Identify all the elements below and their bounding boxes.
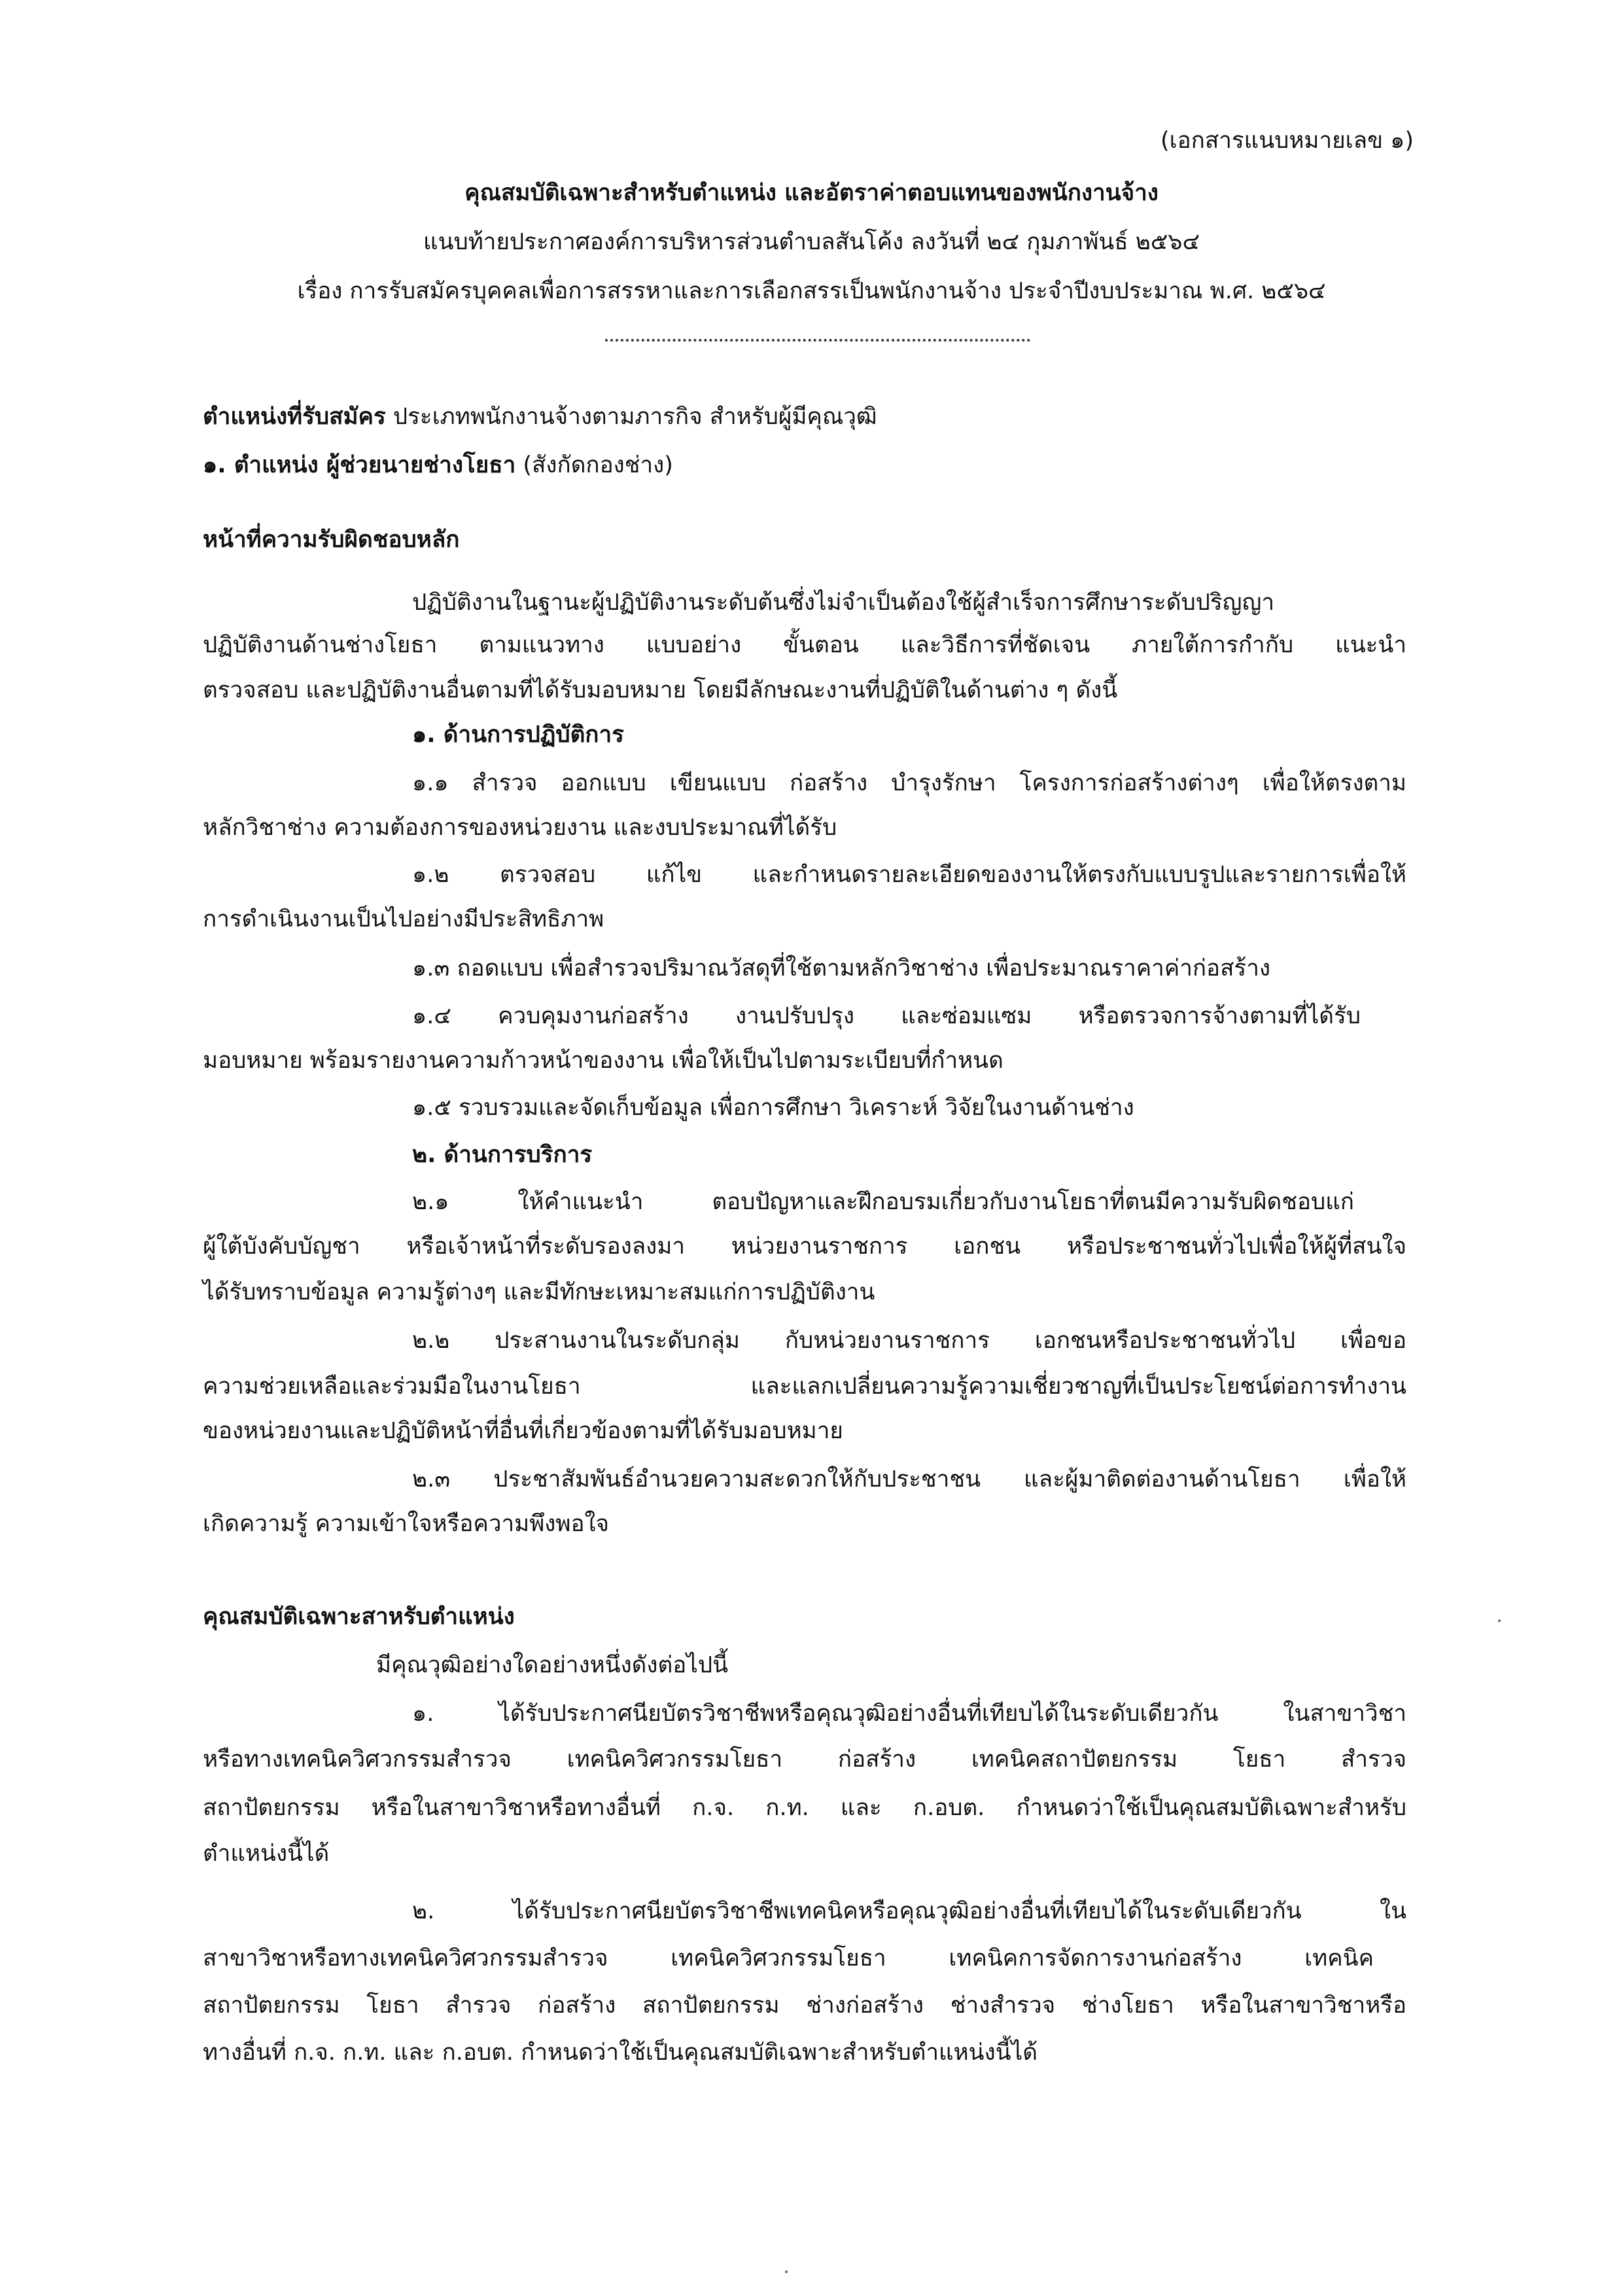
duty-item-1-4: ๑.๔ ควบคุมงานก่อสร้าง งานปรับปรุง และซ่อมแซม หรือตรวจการจ้างตามที่ได้รับ <box>412 1003 1361 1029</box>
position-category <box>203 400 877 433</box>
qualifications-heading: คุณสมบัติเฉพาะสาหรับตำแหน่ง <box>203 1604 515 1630</box>
qualification-item-1: ๑. ได้รับประกาศนียบัตรวิชาชีพหรือคุณวุฒิอย่างอื่นที่เทียบได้ในระดับเดียวกัน ในสาขาวิชา <box>412 1701 1406 1727</box>
duty-item-2-1: ๒.๑ ให้คำแนะนำ ตอบปัญหาและฝึกอบรมเกี่ยวกับงานโยธาที่ตนมีความรับผิดชอบแก่ <box>412 1189 1354 1215</box>
duties-intro-line: ปฏิบัติงานในฐานะผู้ปฏิบัติงานระดับต้นซึ่งไม่จำเป็นต้องใช้ผู้สำเร็จการศึกษาระดับปริญญา <box>412 590 1274 616</box>
document-title: คุณสมบัติเฉพาะสำหรับตำแหน่ง และอัตราค่าตอบแทนของพนักงานจ้าง <box>464 180 1159 206</box>
qualifications-intro: มีคุณวุฒิอย่างใดอย่างหนึ่งดังต่อไปนี้ <box>376 1652 728 1678</box>
position-department: (สังกัดกองช่าง) <box>523 452 673 478</box>
area-1-title: ๑. ด้านการปฏิบัติการ <box>412 722 624 748</box>
duty-item-1-1: ๑.๑ สำรวจ ออกแบบ เขียนแบบ ก่อสร้าง บำรุงรักษา โครงการก่อสร้างต่างๆ เพื่อให้ตรงตาม <box>412 770 1406 796</box>
duty-item-2-3: ๒.๓ ประชาสัมพันธ์อำนวยความสะดวกให้กับประชาชน และผู้มาติดต่องานด้านโยธา เพื่อให้ <box>412 1466 1406 1492</box>
scan-speck <box>1498 1619 1501 1622</box>
duties-heading: หน้าที่ความรับผิดชอบหลัก <box>203 527 460 553</box>
document-subtitle-2: เรื่อง การรับสมัครบุคคลเพื่อการสรรหาและการเลือกสรรเป็นพนักงานจ้าง ประจำปีงบประมาณ พ.ศ. ๒๕๖๔ <box>297 278 1326 304</box>
position-category-label: ตำแหน่งที่รับสมัคร <box>203 404 386 430</box>
position-category-text: ประเภทพนักงานจ้างตามภารกิจ สำหรับผู้มีคุณวุฒิ <box>393 404 877 430</box>
duty-item-1-2: ๑.๒ ตรวจสอบ แก้ไข และกำหนดรายละเอียดของงานให้ตรงกับแบบรูปและรายการเพื่อให้ <box>412 862 1406 888</box>
attachment-label: (เอกสารแนบหมายเลข ๑) <box>1161 128 1414 154</box>
duty-item-2-2-cont: ของหน่วยงานและปฏิบัติหน้าที่อื่นที่เกี่ยวข้องตามที่ได้รับมอบหมาย <box>203 1418 843 1444</box>
duty-item-2-2-cont: ความช่วยเหลือและร่วมมือในงานโยธา และแลกเปลี่ยนความรู้ความเชี่ยวชาญที่เป็นประโยชน์ต่อการทำงาน <box>203 1373 1406 1400</box>
qualification-item-2: ๒. ได้รับประกาศนียบัตรวิชาชีพเทคนิคหรือคุณวุฒิอย่างอื่นที่เทียบได้ในระดับเดียวกัน ใน <box>412 1898 1406 1924</box>
duties-intro-line: ตรวจสอบ และปฏิบัติงานอื่นตามที่ได้รับมอบหมาย โดยมีลักษณะงานที่ปฏิบัติในด้านต่าง ๆ ดังนี้ <box>203 677 1118 703</box>
duty-item-2-3-cont: เกิดความรู้ ความเข้าใจหรือความพึงพอใจ <box>203 1511 610 1537</box>
dotted-separator <box>605 339 1030 342</box>
duty-item-1-4-cont: มอบหมาย พร้อมรายงานความก้าวหน้าของงาน เพื่อให้เป็นไปตามระเบียบที่กำหนด <box>203 1048 1003 1074</box>
duty-item-1-3: ๑.๓ ถอดแบบ เพื่อสำรวจปริมาณวัสดุที่ใช้ตามหลักวิชาช่าง เพื่อประมาณราคาค่าก่อสร้าง <box>412 955 1270 981</box>
area-2-title: ๒. ด้านการบริการ <box>412 1142 593 1168</box>
qualification-item-1-cont: ตำแหน่งนี้ได้ <box>203 1841 330 1867</box>
duty-item-2-1-cont: ผู้ใต้บังคับบัญชา หรือเจ้าหน้าที่ระดับรองลงมา หน่วยงานราชการ เอกชน หรือประชาชนทั่วไปเพื่อให้ผู้ที่สนใจ <box>203 1233 1406 1260</box>
qualification-item-1-cont: หรือทางเทคนิควิศวกรรมสำรวจ เทคนิควิศวกรรมโยธา ก่อสร้าง เทคนิคสถาปัตยกรรม โยธา สำรวจ <box>203 1746 1406 1773</box>
qualification-item-1-cont: สถาปัตยกรรม หรือในสาขาวิชาหรือทางอื่นที่ ก.จ. ก.ท. และ ก.อบต. กำหนดว่าใช้เป็นคุณสมบัติเฉพาะสำหรับ <box>203 1795 1406 1821</box>
duty-item-1-1-cont: หลักวิชาช่าง ความต้องการของหน่วยงาน และงบประมาณที่ได้รับ <box>203 815 837 841</box>
duty-item-2-1-cont: ได้รับทราบข้อมูล ความรู้ต่างๆ และมีทักษะเหมาะสมแก่การปฏิบัติงาน <box>203 1279 875 1305</box>
duties-intro-line: ปฏิบัติงานด้านช่างโยธา ตามแนวทาง แบบอย่าง ขั้นตอน และวิธีการที่ชัดเจน ภายใต้การกำกับ แนะนำ <box>203 632 1406 658</box>
qualification-item-2-cont: ทางอื่นที่ ก.จ. ก.ท. และ ก.อบต. กำหนดว่าใช้เป็นคุณสมบัติเฉพาะสำหรับตำแหน่งนี้ได้ <box>203 2040 1038 2066</box>
position-name-label: ๑. ตำแหน่ง ผู้ช่วยนายช่างโยธา <box>203 452 516 478</box>
qualification-item-2-cont: สถาปัตยกรรม โยธา สำรวจ ก่อสร้าง สถาปัตยกรรม ช่างก่อสร้าง ช่างสำรวจ ช่างโยธา หรือในสาขาวิชาหรือ <box>203 1992 1406 2019</box>
scan-speck <box>785 2270 788 2273</box>
document-subtitle-1: แนบท้ายประกาศองค์การบริหารส่วนตำบลสันโค้ง ลงวันที่ ๒๔ กุมภาพันธ์ ๒๕๖๔ <box>423 229 1200 255</box>
duty-item-1-5: ๑.๕ รวบรวมและจัดเก็บข้อมูล เพื่อการศึกษา วิเคราะห์ วิจัยในงานด้านช่าง <box>412 1095 1134 1121</box>
position-name <box>203 449 673 482</box>
duty-item-1-2-cont: การดำเนินงานเป็นไปอย่างมีประสิทธิภาพ <box>203 906 604 932</box>
duty-item-2-2: ๒.๒ ประสานงานในระดับกลุ่ม กับหน่วยงานราชการ เอกชนหรือประชาชนทั่วไป เพื่อขอ <box>412 1328 1406 1354</box>
qualification-item-2-cont: สาขาวิชาหรือทางเทคนิควิศวกรรมสำรวจ เทคนิควิศวกรรมโยธา เทคนิคการจัดการงานก่อสร้าง เทคนิค <box>203 1945 1374 1971</box>
